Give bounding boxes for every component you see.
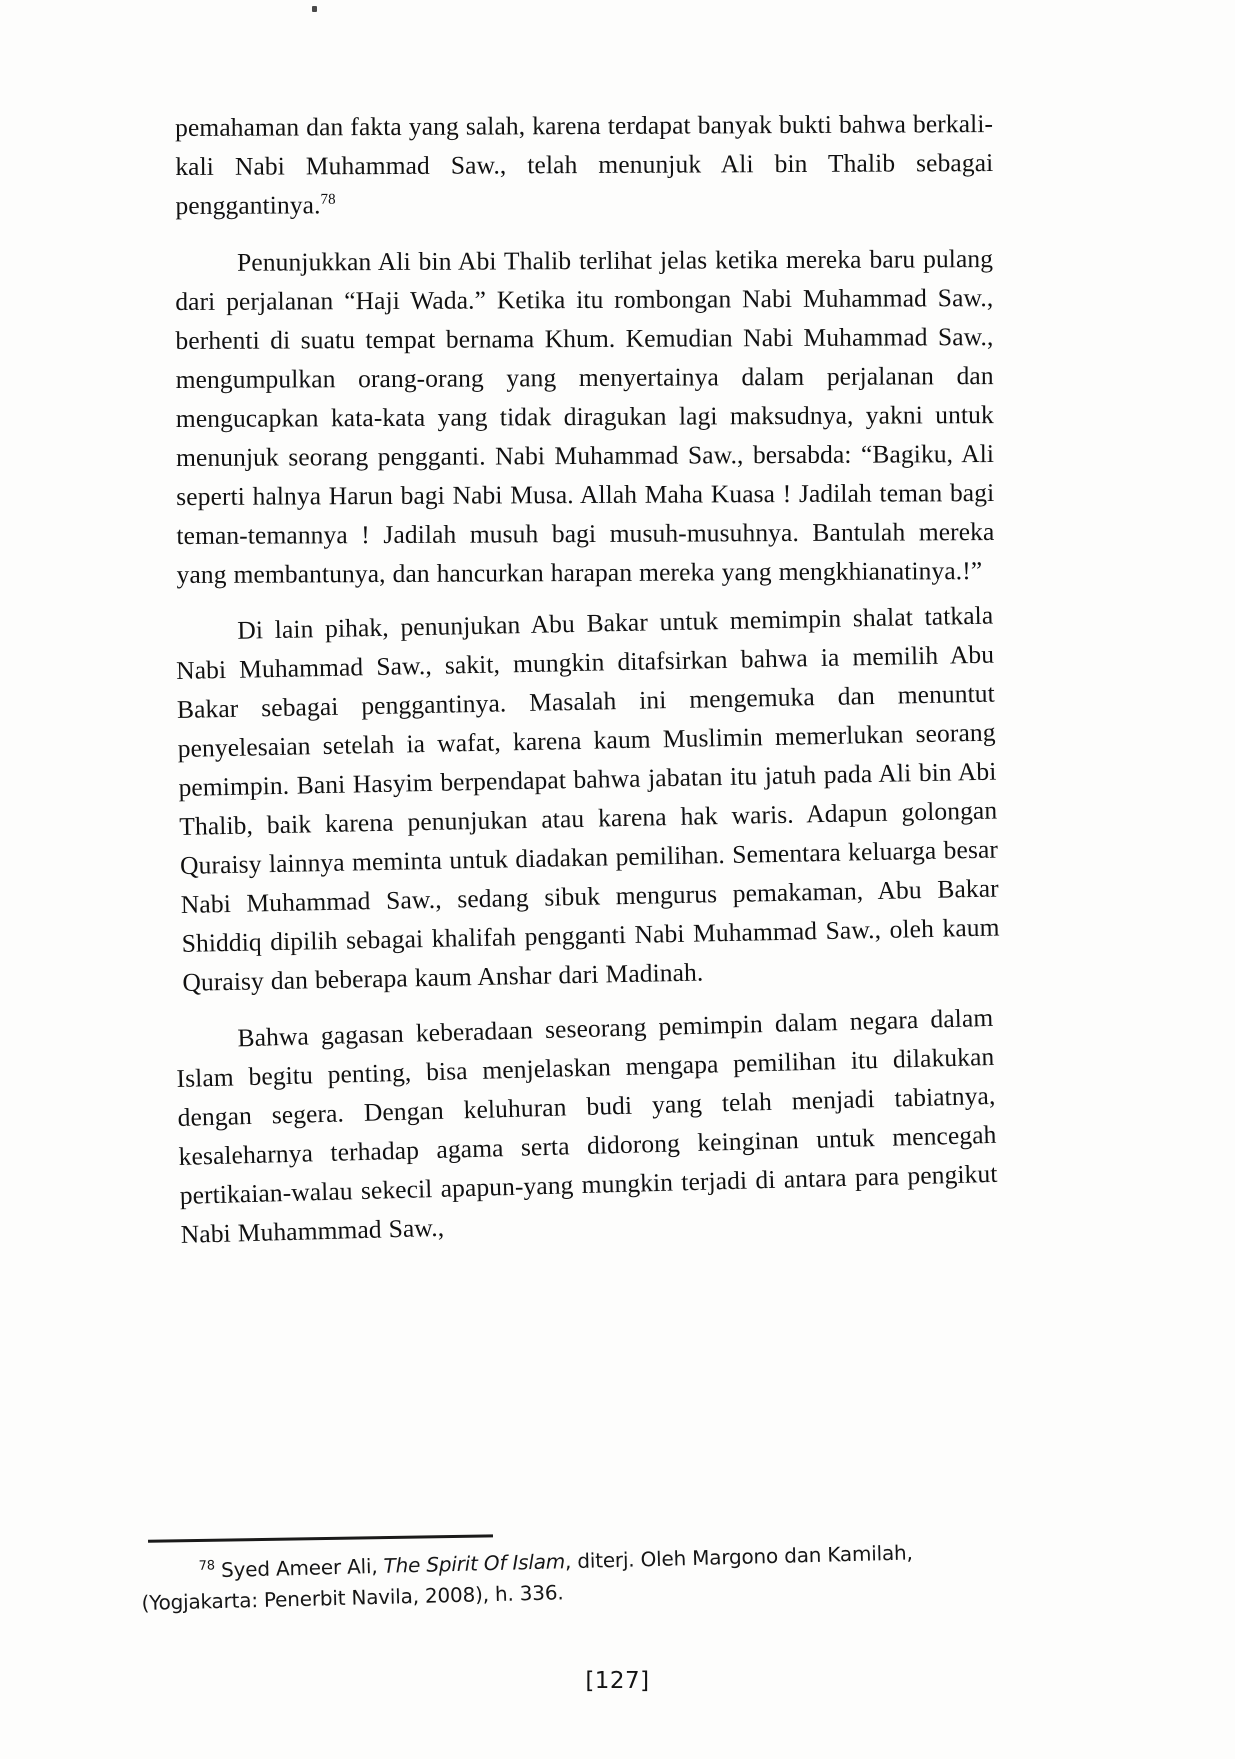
page-number: [127] <box>585 1668 650 1694</box>
paragraph-2 <box>175 239 995 594</box>
footnote-indent <box>141 1578 199 1579</box>
paragraph-4-text: Bahwa gagasan keberadaan seseorang pemimpin dalam negara dalam Islam begitu penting, bisa menjelaskan mengapa pemilihan itu dilakukan dengan segera. Dengan keluhuran budi yang telah menjadi tabiatnya, kesaleharnya terhadap agama serta didorong keinginan untuk mencegah pertikaian-walau sekecil apapun-yang mungkin terjadi di antara para pengikut Nabi Muhammmad Saw., <box>176 1002 998 1249</box>
paragraph-4 <box>175 998 999 1254</box>
paragraph-1 <box>175 104 994 225</box>
paragraph-indent <box>176 1046 238 1048</box>
footnote-reference-78: 78 <box>320 191 336 208</box>
paragraph-3 <box>175 596 1001 1002</box>
scan-speck <box>312 6 317 12</box>
paragraph-1-text: pemahaman dan fakta yang salah, karena terdapat banyak bukti bahwa berkali-kali Nabi Muhammad Saw., telah menunjuk Ali bin Thalib sebagai penggantinya. <box>175 109 994 220</box>
footnote-block <box>140 1518 1002 1619</box>
footnote-author: Syed Ameer Ali, <box>214 1553 384 1583</box>
footnote-number: 78 <box>198 1558 216 1574</box>
footnote-book-title: The Spirit Of Islam <box>383 1549 566 1578</box>
footnote-publication: , diterj. Oleh Margono dan Kamilah, (Yogjakarta: Penerbit Navila, 2008), h. 336. <box>141 1540 913 1615</box>
footnote-entry <box>140 1535 1001 1619</box>
paragraph-indent <box>176 639 238 640</box>
paragraph-3-text: Di lain pihak, penunjukan Abu Bakar untuk memimpin shalat tatkala Nabi Muhammad Saw., sakit, mungkin ditafsirkan bahwa ia memilih Abu Bakar sebagai penggantinya. Masalah ini mengemuka dan menuntut penyelesaian setelah ia wafat, karena kaum Muslimin memerlukan seorang pemimpin. Bani Hasyim berpendapat bahwa jabatan itu jatuh pada Ali bin Abi Thalib, baik karena penunjukan atau karena hak waris. Adapun golongan Quraisy lainnya meminta untuk diadakan pemilihan. Sementara keluarga besar Nabi Muhammad Saw., sedang sibuk mengurus pemakaman, Abu Bakar Shiddiq dipilih sebagai khalifah pengganti Nabi Muhammad Saw., oleh kaum Quraisy dan beberapa kaum Anshar dari Madinah. <box>175 600 1000 997</box>
footnote-separator-rule <box>148 1534 493 1542</box>
body-text-column <box>175 108 1000 1254</box>
paragraph-2-text: Penunjukkan Ali bin Abi Thalib terlihat jelas ketika mereka baru pulang dari perjalanan “Haji Wada.” Ketika itu rombongan Nabi Muhammad Saw., berhenti di suatu tempat bernama Khum. Kemudian Nabi Muhammad Saw., mengumpulkan orang-orang yang menyertainya dalam perjalanan dan mengucapkan kata-kata yang tidak diragukan lagi maksudnya, yakni untuk menunjuk seorang pengganti. Nabi Muhammad Saw., bersabda: “Bagiku, Ali seperti halnya Harun bagi Nabi Musa. Allah Maha Kuasa ! Jadilah teman bagi teman-temannya ! Jadilah musuh bagi musuh-musuhnya. Bantulah mereka yang membantunya, dan hancurkan harapan mereka yang mengkhianatinya.!” <box>175 244 995 589</box>
